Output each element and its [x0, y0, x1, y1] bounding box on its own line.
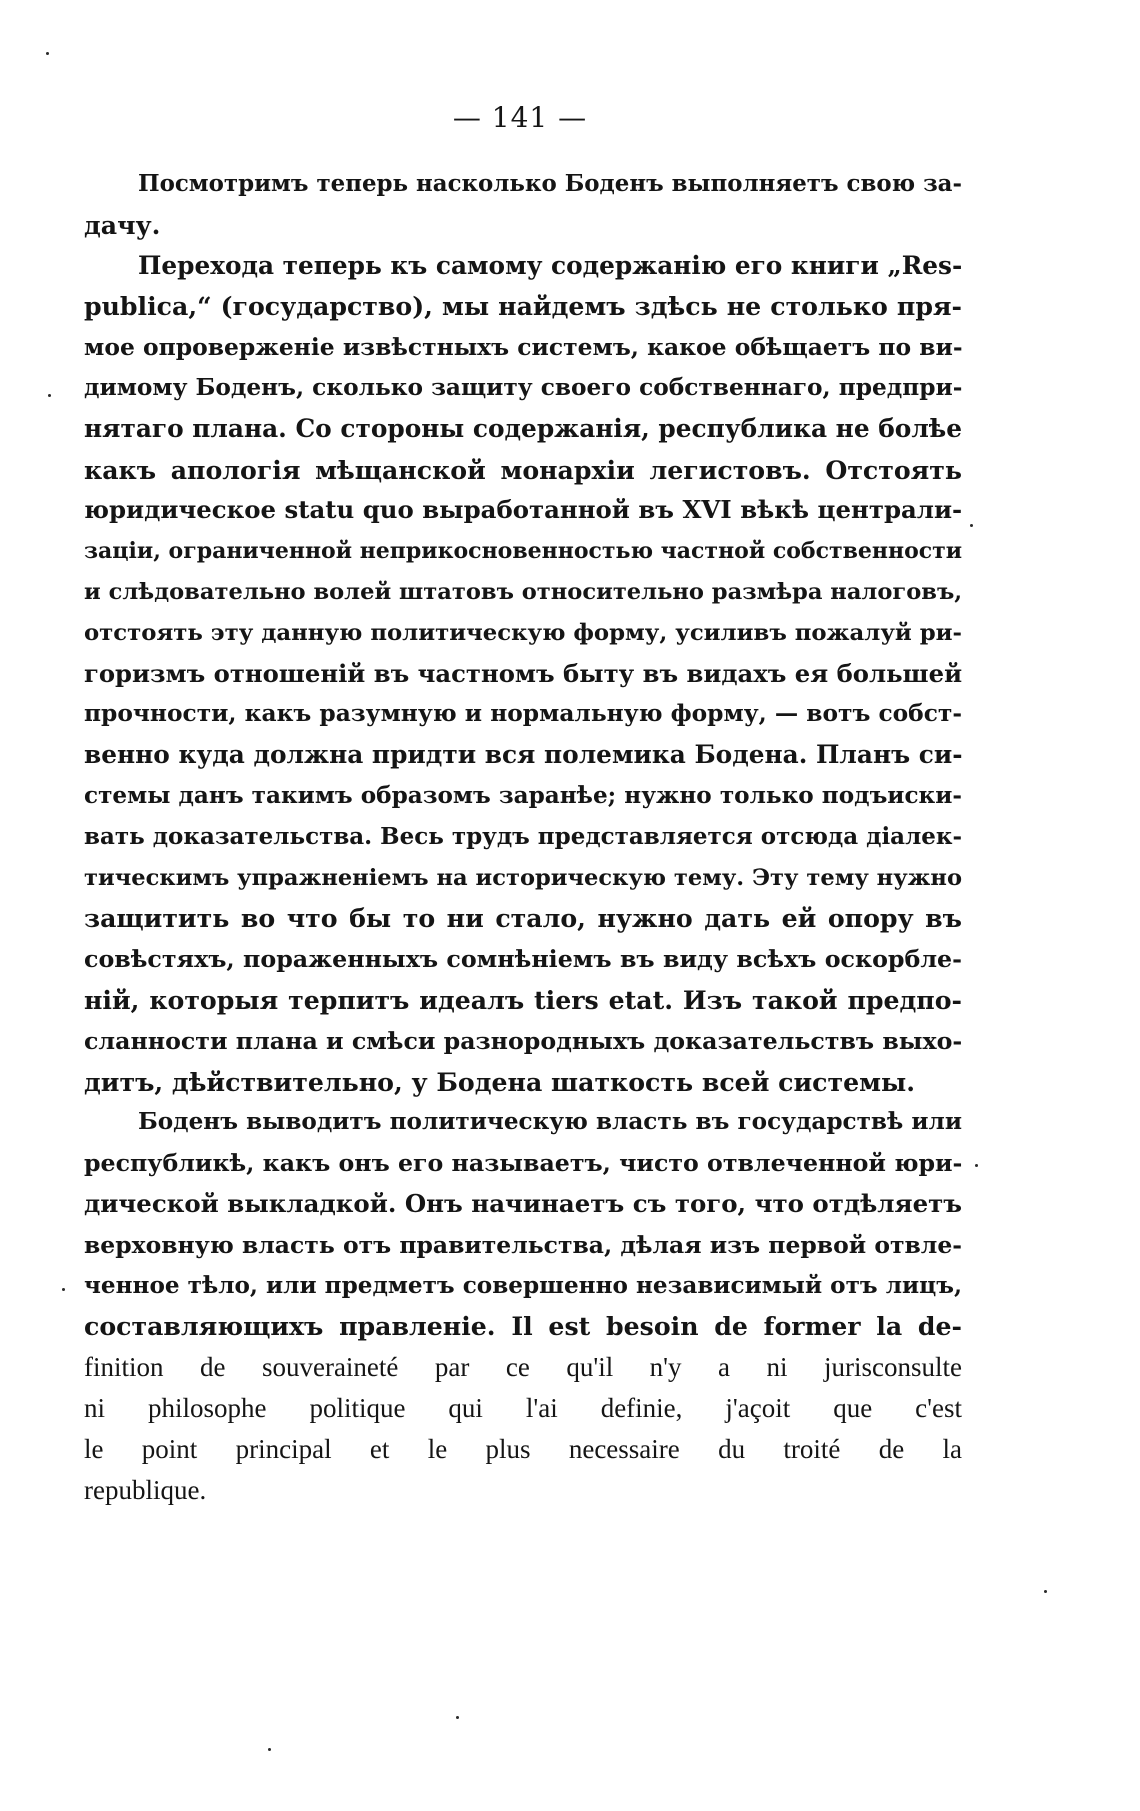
- text-line: вать доказательства. Весь трудъ представляется отсюда діалек-: [84, 822, 963, 850]
- page-number: — 141 —: [452, 101, 588, 134]
- text-line: какъ апологія мѣщанской монархіи легистовъ. Отстоять: [84, 454, 962, 485]
- body-text: [84, 164, 962, 1510]
- text-line: стемы данъ такимъ образомъ заранѣе; нужно только подъиски-: [84, 781, 962, 809]
- text-line: дитъ, дѣйствительно, у Бодена шаткость всей системы.: [84, 1066, 916, 1097]
- scan-speck: [46, 52, 49, 55]
- text-line: горизмъ отношеній въ частномъ быту въ видахъ ея большей: [84, 658, 963, 688]
- text-line: защитить во что бы то ни стало, нужно дать ей опору въ: [84, 903, 962, 934]
- text-line: юридическое statu quo выработанной въ XVI вѣкѣ централи-: [84, 495, 963, 525]
- scan-speck: [975, 1164, 978, 1167]
- scan-speck: [48, 394, 51, 397]
- text-line: и слѣдовательно волей штатовъ относительно размѣра налоговъ,: [84, 578, 963, 605]
- text-line: отстоять эту данную политическую форму, усиливъ пожалуй ри-: [84, 619, 962, 646]
- text-line: ченное тѣло, или предметъ совершенно независимый отъ лицъ,: [84, 1271, 962, 1299]
- text-line: сланности плана и смѣси разнородныхъ доказательствъ выхо-: [84, 1026, 963, 1055]
- text-line: le point principal et le plus necessaire du troité de la: [84, 1433, 962, 1464]
- text-line: дачу.: [84, 209, 161, 240]
- text-line: Перехода теперь къ самому содержанію его книги „Res-: [138, 250, 963, 280]
- scan-speck: [456, 1716, 459, 1719]
- text-line: тическимъ упражненіемъ на историческую тему. Эту тему нужно: [84, 864, 962, 891]
- text-line: ni philosophe politique qui l'ai definie, j'açoit que c'est: [84, 1392, 962, 1423]
- text-line: республикѣ, какъ онъ его называетъ, чисто отвлеченной юри-: [84, 1149, 963, 1178]
- paragraph-1: [84, 164, 962, 246]
- text-line: венно куда должна придти вся полемика Бодена. Планъ си-: [84, 740, 963, 770]
- text-line: Посмотримъ теперь насколько Боденъ выполняетъ свою за-: [138, 171, 962, 197]
- text-line: ній, которыя терпитъ идеалъ tiers etat. Изъ такой предпо-: [84, 984, 962, 1015]
- text-line: прочности, какъ разумную и нормальную форму, — вотъ собст-: [84, 700, 962, 728]
- text-line: republique.: [84, 1474, 207, 1505]
- text-line: publica,“ (государство), мы найдемъ здѣсь не столько пря-: [84, 291, 962, 322]
- text-line: Боденъ выводитъ политическую власть въ государствѣ или: [138, 1108, 962, 1136]
- scan-speck: [970, 524, 973, 527]
- paragraph-2: [84, 246, 962, 1103]
- text-line: верховную власть отъ правительства, дѣлая изъ первой отвле-: [84, 1230, 962, 1259]
- text-line: мое опроверженіе извѣстныхъ системъ, какое обѣщаетъ по ви-: [84, 333, 963, 362]
- text-line: составляющихъ правленіе. Il est besoin de former la de-: [84, 1311, 962, 1342]
- paragraph-3: [84, 1102, 962, 1510]
- text-line: заціи, ограниченной неприкосновенностью частной собственности: [84, 538, 963, 565]
- text-line: дической выкладкой. Онъ начинаетъ съ того, что отдѣляетъ: [84, 1188, 963, 1218]
- scan-speck: [1044, 1590, 1047, 1593]
- text-line: совѣстяхъ, пораженныхъ сомнѣніемъ въ виду всѣхъ оскорбле-: [84, 945, 962, 974]
- scan-speck: [62, 1288, 65, 1291]
- text-line: димому Боденъ, сколько защиту своего собственнаго, предпри-: [84, 373, 963, 401]
- text-line: нятаго плана. Со стороны содержанія, республика не болѣе: [84, 413, 963, 443]
- text-line: finition de souveraineté par ce qu'il n'y a ni jurisconsulte: [84, 1352, 962, 1383]
- scan-speck: [268, 1748, 271, 1751]
